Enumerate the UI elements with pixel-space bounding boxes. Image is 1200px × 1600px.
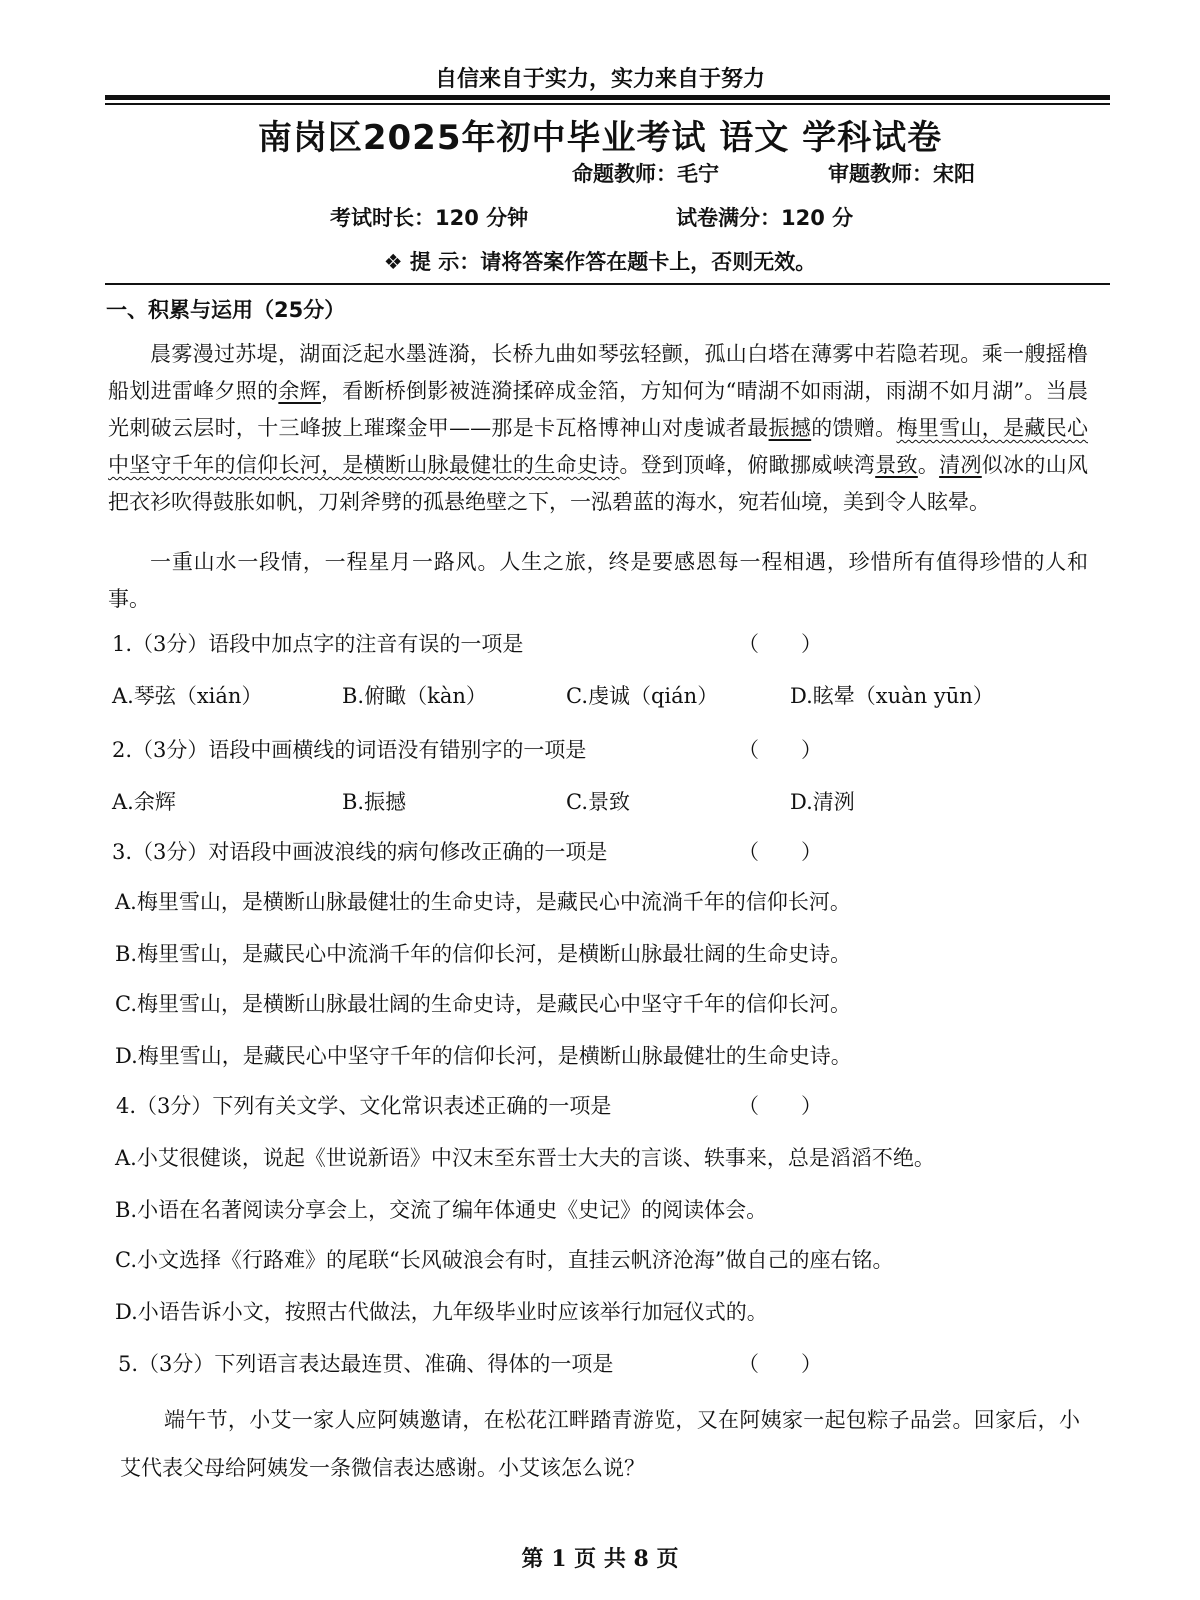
question-3-option-c: C.梅里雪山，是横断山脉最壮阔的生命史诗，是藏民心中坚守千年的信仰长河。 [115, 992, 851, 1016]
passage-paragraph-2: 一重山水一段情，一程星月一路风。人生之旅，终是要感恩每一程相遇，珍惜所有值得珍惜的人和事。 [108, 550, 1088, 611]
section-separator [105, 283, 1110, 285]
question-4-option-c: C.小文选择《行路难》的尾联“长风破浪会有时，直挂云帆济沧海”做自己的座右铭。 [115, 1248, 894, 1272]
answer-bracket: （ ） [738, 738, 822, 762]
question-2-option-d: D.清洌 [790, 790, 855, 814]
section-heading: 一、积累与运用（25分） [106, 298, 346, 322]
question-1-option-a: A.琴弦（xián） [112, 684, 263, 708]
passage-text: 。 [917, 453, 940, 477]
exam-title: 南岗区2025年初中毕业考试 语文 学科试卷 [257, 118, 943, 158]
question-3-stem: 3.（3分）对语段中画波浪线的病句修改正确的一项是 [112, 840, 608, 864]
question-2-option-c: C.景致 [566, 790, 630, 814]
question-reviewer: 审题教师：宋阳 [828, 162, 975, 186]
question-2-stem: 2.（3分）语段中画横线的词语没有错别字的一项是 [112, 738, 587, 762]
header-rule-thick [105, 95, 1110, 100]
question-4-option-d: D.小语告诉小文，按照古代做法，九年级毕业时应该举行加冠仪式的。 [115, 1300, 768, 1324]
question-4-option-b: B.小语在名著阅读分享会上，交流了编年体通史《史记》的阅读体会。 [115, 1198, 768, 1222]
page-footer: 第 1 页 共 8 页 [521, 1546, 679, 1572]
answer-bracket: （ ） [738, 1094, 822, 1118]
answer-bracket: （ ） [738, 1352, 822, 1376]
full-score: 试卷满分：120 分 [676, 206, 854, 230]
motto: 自信来自于实力，实力来自于努力 [434, 67, 765, 92]
question-1-option-c: C.虔诚（qián） [566, 684, 719, 708]
underlined-word: 余辉 [278, 379, 321, 403]
question-3-option-d: D.梅里雪山，是藏民心中坚守千年的信仰长河，是横断山脉最健壮的生命史诗。 [115, 1044, 852, 1068]
passage-text: 的馈赠。 [811, 416, 897, 440]
question-5-stem: 5.（3分）下列语言表达最连贯、准确、得体的一项是 [118, 1352, 614, 1376]
question-2-option-a: A.余辉 [112, 790, 176, 814]
passage-text: ，看断桥倒影被涟漪揉碎成金箔，方知何为“晴湖不如雨湖，雨湖不如月湖”。当晨光刺破云层时，十三峰披上璀璨金甲——那是卡瓦格博神山对虔诚者最 [108, 379, 1089, 440]
underlined-word: 振撼 [768, 416, 812, 440]
header-rule-thin [105, 103, 1110, 105]
question-3-option-b: B.梅里雪山，是藏民心中流淌千年的信仰长河，是横断山脉最壮阔的生命史诗。 [115, 942, 852, 966]
question-setter: 命题教师：毛宁 [572, 162, 719, 186]
exam-duration: 考试时长：120 分钟 [330, 206, 529, 230]
passage-text: 。登到顶峰，俯瞰挪威峡湾 [619, 453, 876, 477]
question-1-option-b: B.俯瞰（kàn） [342, 684, 487, 708]
question-4-stem: 4.（3分）下列有关文学、文化常识表述正确的一项是 [116, 1094, 612, 1118]
passage-text: 晨雾漫过苏堤，湖面泛起水墨涟漪，长桥九曲如琴弦轻颤，孤山白塔在薄雾中若隐若现。乘一艘摇橹船划进雷峰夕照的 [108, 342, 1088, 403]
answer-bracket: （ ） [738, 840, 822, 864]
question-4-option-a: A.小艾很健谈，说起《世说新语》中汉末至东晋士大夫的言谈、轶事来，总是滔滔不绝。 [115, 1146, 935, 1170]
question-1-stem: 1.（3分）语段中加点字的注音有误的一项是 [112, 632, 524, 656]
underlined-word: 清冽 [939, 453, 982, 477]
question-3-option-a: A.梅里雪山，是横断山脉最健壮的生命史诗，是藏民心中流淌千年的信仰长河。 [115, 890, 851, 914]
answer-bracket: （ ） [738, 632, 822, 656]
passage-paragraph-1 [108, 336, 1088, 521]
answer-tip: ❖ 提 示：请将答案作答在题卡上，否则无效。 [383, 250, 817, 274]
underlined-word: 景致 [875, 453, 918, 477]
question-5-context: 端午节，小艾一家人应阿姨邀请，在松花江畔踏青游览，又在阿姨家一起包粽子品尝。回家后，小艾代表父母给阿姨发一条微信表达感谢。小艾该怎么说？ [120, 1408, 1080, 1480]
question-1-option-d: D.眩晕（xuàn yūn） [790, 684, 994, 708]
wavy-underlined-sentence: 梅里雪山，是藏民心中坚守千年的信仰长河，是横断山脉最健壮的生命史诗 [108, 416, 1089, 477]
question-2-option-b: B.振撼 [342, 790, 407, 814]
passage-text: 似冰的山风把衣衫吹得鼓胀如帆，刀剁斧劈的孤悬绝壁之下，一泓碧蓝的海水，宛若仙境，美到令人眩晕。 [108, 453, 1089, 514]
